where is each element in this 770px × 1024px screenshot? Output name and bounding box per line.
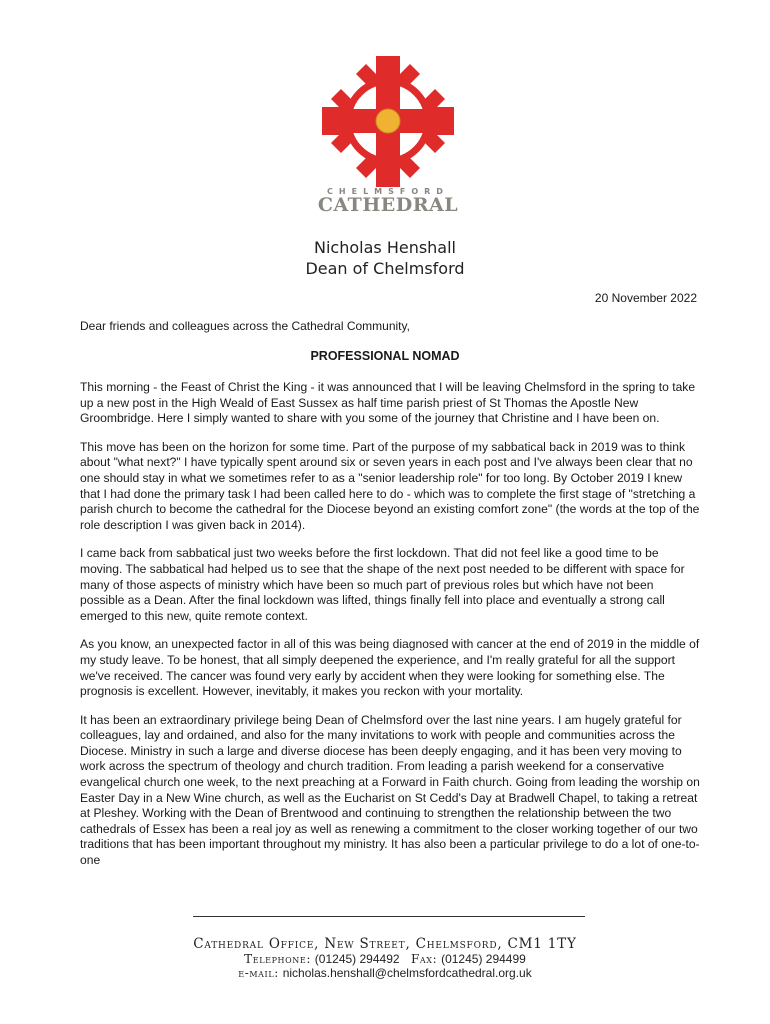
letter-header xyxy=(0,237,770,279)
paragraph: As you know, an unexpected factor in all of this was being diagnosed with cancer at the end of 2019 in the middle of my study leave. To be honest, that all simply deepened the experience, and I'm really grateful for all the support we've received. The cancer was found very early by accident when they were looking for something else. The prognosis is excellent. However, inevitably, it makes you reckon with your mortality. xyxy=(80,637,700,699)
celtic-cross-icon xyxy=(320,54,456,189)
email-label: e-mail: xyxy=(238,966,279,980)
letter-body xyxy=(80,380,700,882)
telephone-number: (01245) 294492 xyxy=(314,952,400,966)
paragraph: It has been an extraordinary privilege being Dean of Chelmsford over the last nine years. I am hugely grateful for colleagues, lay and ordained, and also for the many invitations to work with people and communities across the Diocese. Ministry in such a large and diverse diocese has been deeply engaging, and it has been very moving to work across the spectrum of theology and church tradition. From leading a parish weekend for a conservative evangelical church one week, to the next preaching at a Forward in Faith church. Going from leading the worship on Easter Day in a New Wine church, as well as the Eucharist on St Cedd's Day at Bradwell Chapel, to taking a retreat at Pleshey. Working with the Dean of Brentwood and continuing to strengthen the relationship between the two cathedrals of Essex has been a real joy as well as renewing a commitment to the closer working together of our two traditions that has been important throughout my ministry. It has also been a particular privilege to do a lot of one-to-one xyxy=(80,712,700,868)
letter-date: 20 November 2022 xyxy=(594,291,697,305)
footer-address: Cathedral Office, New Street, Chelmsford, CM1 1TY xyxy=(193,936,577,952)
salutation: Dear friends and colleagues across the Cathedral Community, xyxy=(80,319,410,333)
logo-subtitle: CHELMSFORD xyxy=(327,187,449,196)
email-address[interactable]: nicholas.henshall@chelmsfordcathedral.org.uk xyxy=(282,966,532,980)
author-name: Nicholas Henshall xyxy=(314,238,456,257)
fax-number: (01245) 294499 xyxy=(441,952,526,966)
footer-phone-line xyxy=(0,952,770,966)
telephone-label: Telephone: xyxy=(244,952,311,966)
paragraph: This move has been on the horizon for some time. Part of the purpose of my sabbatical back in 2019 was to think about "what next?" I have typically spent around six or seven years in each post and I've always been clear that no one should stay in what we sometimes refer to as a "senior leadership role" for too long. By October 2019 I knew that I had done the primary task I had been called here to do - which was to complete the first stage of "stretching a parish church to become the cathedral for the Diocese beyond an existing comfort zone" (the words at the top of the role description I was given back in 2014). xyxy=(80,439,700,532)
paragraph: I came back from sabbatical just two weeks before the first lockdown. That did not feel like a good time to be moving. The sabbatical had helped us to see that the shape of the next post needed to be different with space for many of those aspects of ministry which have been so much part of previous roles but which have not been possible as a Dean. After the final lockdown was lifted, things finally fell into place and eventually a strong call emerged to this new, quite remote context. xyxy=(80,546,685,623)
fax-label: Fax: xyxy=(411,952,438,966)
logo-title: CATHEDRAL xyxy=(317,194,459,216)
footer-email-line xyxy=(0,966,770,980)
footer-divider xyxy=(193,916,585,917)
paragraph: This morning - the Feast of Christ the King - it was announced that I will be leaving Chelmsford in the spring to take up a new post in the High Weald of East Sussex as half time parish priest of St Thomas the Apostle New Groombridge. Here I simply wanted to share with you some of the journey that Christine and I have been on. xyxy=(80,380,696,426)
letter-heading: PROFESSIONAL NOMAD xyxy=(310,349,460,363)
author-role: Dean of Chelmsford xyxy=(305,259,465,278)
